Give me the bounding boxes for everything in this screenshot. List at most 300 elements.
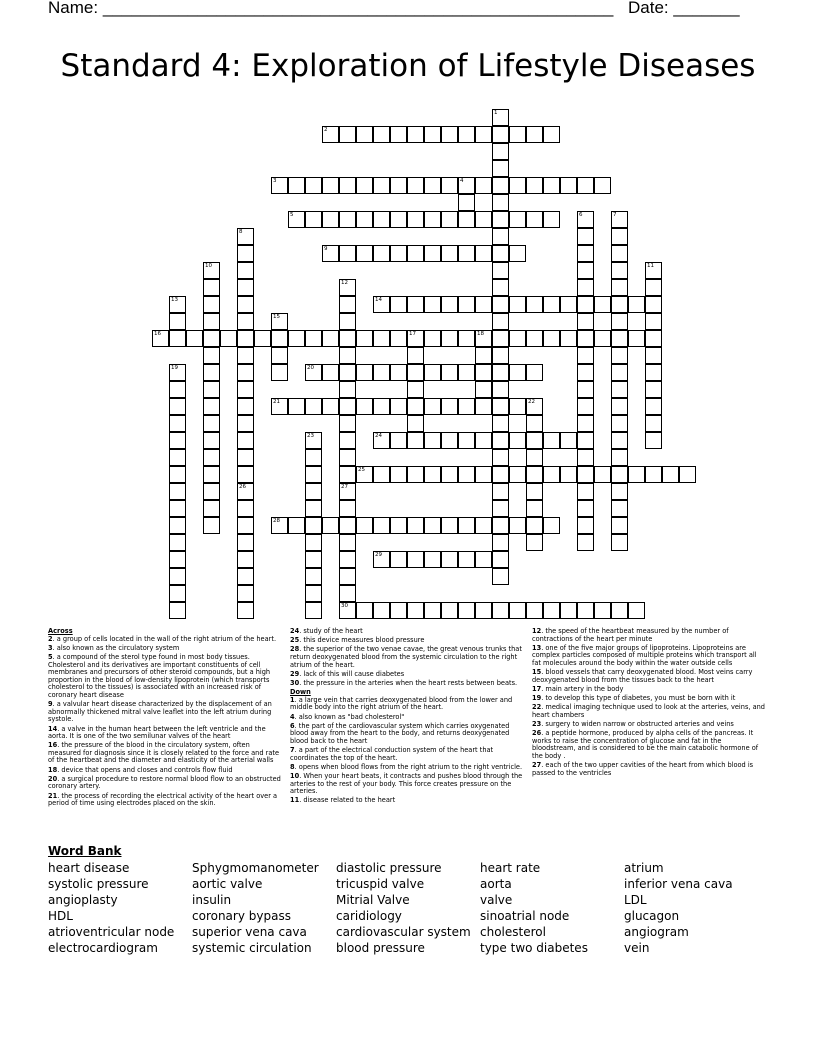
crossword-cell[interactable]: [645, 466, 662, 483]
crossword-cell[interactable]: [169, 466, 186, 483]
crossword-cell[interactable]: [475, 364, 492, 381]
crossword-cell[interactable]: [373, 364, 390, 381]
crossword-cell[interactable]: [424, 398, 441, 415]
crossword-cell[interactable]: [526, 466, 543, 483]
crossword-cell[interactable]: [577, 449, 594, 466]
crossword-cell[interactable]: [560, 432, 577, 449]
crossword-cell[interactable]: [628, 296, 645, 313]
crossword-cell[interactable]: [322, 211, 339, 228]
crossword-cell[interactable]: [594, 296, 611, 313]
crossword-cell[interactable]: [645, 364, 662, 381]
crossword-cell[interactable]: [373, 602, 390, 619]
crossword-cell[interactable]: [305, 177, 322, 194]
crossword-cell[interactable]: [305, 330, 322, 347]
crossword-cell[interactable]: [577, 483, 594, 500]
crossword-cell[interactable]: [441, 245, 458, 262]
crossword-cell[interactable]: [339, 177, 356, 194]
crossword-cell[interactable]: [577, 296, 594, 313]
crossword-cell[interactable]: [339, 211, 356, 228]
crossword-cell[interactable]: [203, 432, 220, 449]
crossword-cell[interactable]: [509, 602, 526, 619]
crossword-cell[interactable]: [458, 364, 475, 381]
crossword-cell[interactable]: [475, 381, 492, 398]
crossword-cell[interactable]: [492, 466, 509, 483]
crossword-cell[interactable]: [475, 551, 492, 568]
crossword-cell[interactable]: [407, 602, 424, 619]
crossword-cell[interactable]: [509, 398, 526, 415]
crossword-cell[interactable]: [458, 330, 475, 347]
crossword-cell[interactable]: [390, 177, 407, 194]
crossword-cell[interactable]: [611, 364, 628, 381]
crossword-cell[interactable]: [305, 568, 322, 585]
crossword-cell[interactable]: [543, 602, 560, 619]
crossword-cell[interactable]: [577, 228, 594, 245]
crossword-cell[interactable]: [305, 466, 322, 483]
crossword-cell[interactable]: [577, 364, 594, 381]
crossword-cell[interactable]: [305, 398, 322, 415]
crossword-cell[interactable]: [305, 602, 322, 619]
crossword-cell[interactable]: [492, 330, 509, 347]
crossword-cell[interactable]: [458, 126, 475, 143]
crossword-cell[interactable]: [577, 245, 594, 262]
crossword-cell[interactable]: [577, 517, 594, 534]
crossword-cell[interactable]: [169, 500, 186, 517]
crossword-cell[interactable]: [458, 211, 475, 228]
crossword-cell[interactable]: [492, 279, 509, 296]
crossword-cell[interactable]: [560, 466, 577, 483]
crossword-cell[interactable]: [390, 398, 407, 415]
crossword-cell[interactable]: [169, 415, 186, 432]
crossword-cell[interactable]: [390, 551, 407, 568]
crossword-cell[interactable]: [475, 398, 492, 415]
crossword-cell[interactable]: [611, 296, 628, 313]
crossword-cell[interactable]: [475, 602, 492, 619]
crossword-cell[interactable]: [373, 177, 390, 194]
crossword-cell[interactable]: [611, 398, 628, 415]
crossword-cell[interactable]: [407, 245, 424, 262]
crossword-cell[interactable]: [441, 466, 458, 483]
crossword-cell[interactable]: [390, 245, 407, 262]
crossword-cell[interactable]: [390, 126, 407, 143]
crossword-cell[interactable]: [339, 364, 356, 381]
crossword-cell[interactable]: [509, 432, 526, 449]
crossword-cell[interactable]: [203, 347, 220, 364]
crossword-cell[interactable]: [339, 585, 356, 602]
crossword-cell[interactable]: [169, 568, 186, 585]
crossword-cell[interactable]: [373, 211, 390, 228]
crossword-cell[interactable]: [407, 466, 424, 483]
crossword-cell[interactable]: [288, 398, 305, 415]
crossword-cell[interactable]: [169, 483, 186, 500]
crossword-cell[interactable]: [203, 330, 220, 347]
crossword-cell[interactable]: [407, 551, 424, 568]
crossword-cell[interactable]: [611, 347, 628, 364]
crossword-cell[interactable]: [543, 330, 560, 347]
crossword-cell[interactable]: [305, 449, 322, 466]
crossword-cell[interactable]: [475, 211, 492, 228]
crossword-cell[interactable]: [271, 347, 288, 364]
crossword-cell[interactable]: [509, 296, 526, 313]
crossword-cell[interactable]: [169, 517, 186, 534]
crossword-cell[interactable]: [492, 483, 509, 500]
crossword-cell[interactable]: [594, 466, 611, 483]
crossword-cell[interactable]: [492, 211, 509, 228]
crossword-cell[interactable]: [356, 364, 373, 381]
crossword-cell[interactable]: [203, 381, 220, 398]
crossword-cell[interactable]: [662, 466, 679, 483]
crossword-cell[interactable]: [543, 517, 560, 534]
crossword-cell[interactable]: [526, 126, 543, 143]
crossword-cell[interactable]: [475, 177, 492, 194]
crossword-cell[interactable]: [560, 296, 577, 313]
crossword-cell[interactable]: [458, 602, 475, 619]
crossword-cell[interactable]: [611, 415, 628, 432]
crossword-cell[interactable]: [526, 517, 543, 534]
crossword-cell[interactable]: [475, 466, 492, 483]
crossword-cell[interactable]: [611, 466, 628, 483]
crossword-cell[interactable]: [237, 500, 254, 517]
crossword-cell[interactable]: [509, 126, 526, 143]
crossword-cell[interactable]: [611, 279, 628, 296]
crossword-cell[interactable]: [492, 602, 509, 619]
crossword-cell[interactable]: [611, 381, 628, 398]
crossword-cell[interactable]: [509, 211, 526, 228]
crossword-cell[interactable]: [424, 177, 441, 194]
crossword-cell[interactable]: [543, 466, 560, 483]
crossword-cell[interactable]: [169, 551, 186, 568]
crossword-cell[interactable]: [577, 398, 594, 415]
crossword-cell[interactable]: [560, 330, 577, 347]
crossword-cell[interactable]: [305, 211, 322, 228]
crossword-cell[interactable]: [645, 398, 662, 415]
crossword-cell[interactable]: [492, 143, 509, 160]
crossword-cell[interactable]: [458, 194, 475, 211]
crossword-cell[interactable]: [169, 313, 186, 330]
crossword-cell[interactable]: [475, 126, 492, 143]
crossword-cell[interactable]: [526, 602, 543, 619]
crossword-cell[interactable]: [628, 466, 645, 483]
crossword-cell[interactable]: [203, 466, 220, 483]
crossword-cell[interactable]: [679, 466, 696, 483]
crossword-cell[interactable]: [526, 449, 543, 466]
crossword-cell[interactable]: [509, 330, 526, 347]
crossword-cell[interactable]: [407, 177, 424, 194]
crossword-cell[interactable]: [645, 347, 662, 364]
crossword-cell[interactable]: [441, 330, 458, 347]
crossword-cell[interactable]: [441, 364, 458, 381]
crossword-cell[interactable]: [492, 534, 509, 551]
crossword-cell[interactable]: [424, 432, 441, 449]
crossword-cell[interactable]: [339, 449, 356, 466]
crossword-cell[interactable]: [356, 602, 373, 619]
crossword-cell[interactable]: [203, 296, 220, 313]
crossword-cell[interactable]: [373, 245, 390, 262]
crossword-cell[interactable]: [526, 296, 543, 313]
crossword-cell[interactable]: [237, 279, 254, 296]
crossword-cell[interactable]: [560, 602, 577, 619]
crossword-cell[interactable]: [560, 177, 577, 194]
crossword-cell[interactable]: [577, 602, 594, 619]
crossword-cell[interactable]: [203, 483, 220, 500]
crossword-cell[interactable]: [322, 517, 339, 534]
crossword-cell[interactable]: [339, 568, 356, 585]
crossword-cell[interactable]: [356, 211, 373, 228]
crossword-cell[interactable]: [390, 432, 407, 449]
crossword-cell[interactable]: [373, 330, 390, 347]
crossword-cell[interactable]: [645, 330, 662, 347]
crossword-cell[interactable]: [645, 381, 662, 398]
crossword-cell[interactable]: [390, 296, 407, 313]
crossword-cell[interactable]: [407, 364, 424, 381]
crossword-cell[interactable]: [509, 517, 526, 534]
crossword-cell[interactable]: [356, 330, 373, 347]
crossword-cell[interactable]: [237, 398, 254, 415]
crossword-cell[interactable]: [203, 517, 220, 534]
crossword-cell[interactable]: [339, 347, 356, 364]
crossword-cell[interactable]: [492, 347, 509, 364]
crossword-cell[interactable]: [169, 432, 186, 449]
crossword-cell[interactable]: [424, 466, 441, 483]
crossword-cell[interactable]: [577, 500, 594, 517]
crossword-cell[interactable]: [492, 381, 509, 398]
crossword-cell[interactable]: [169, 381, 186, 398]
crossword-cell[interactable]: [237, 534, 254, 551]
crossword-cell[interactable]: [492, 364, 509, 381]
crossword-cell[interactable]: [526, 364, 543, 381]
crossword-cell[interactable]: [407, 398, 424, 415]
crossword-cell[interactable]: [237, 585, 254, 602]
crossword-cell[interactable]: [441, 211, 458, 228]
crossword-cell[interactable]: [492, 500, 509, 517]
crossword-cell[interactable]: [441, 296, 458, 313]
crossword-cell[interactable]: [356, 517, 373, 534]
crossword-cell[interactable]: [628, 602, 645, 619]
crossword-cell[interactable]: [356, 398, 373, 415]
crossword-cell[interactable]: [288, 517, 305, 534]
crossword-cell[interactable]: [577, 432, 594, 449]
crossword-cell[interactable]: [645, 432, 662, 449]
crossword-cell[interactable]: [458, 245, 475, 262]
crossword-cell[interactable]: [390, 211, 407, 228]
crossword-cell[interactable]: [594, 177, 611, 194]
crossword-cell[interactable]: [577, 347, 594, 364]
crossword-cell[interactable]: [339, 330, 356, 347]
crossword-cell[interactable]: [390, 364, 407, 381]
crossword-cell[interactable]: [305, 551, 322, 568]
crossword-cell[interactable]: [611, 245, 628, 262]
crossword-cell[interactable]: [577, 313, 594, 330]
crossword-cell[interactable]: [594, 330, 611, 347]
crossword-cell[interactable]: [356, 126, 373, 143]
crossword-cell[interactable]: [169, 534, 186, 551]
crossword-cell[interactable]: [543, 126, 560, 143]
crossword-cell[interactable]: [288, 177, 305, 194]
crossword-cell[interactable]: [492, 245, 509, 262]
crossword-cell[interactable]: [492, 228, 509, 245]
crossword-cell[interactable]: [526, 211, 543, 228]
crossword-cell[interactable]: [203, 364, 220, 381]
crossword-cell[interactable]: [186, 330, 203, 347]
crossword-cell[interactable]: [407, 296, 424, 313]
crossword-cell[interactable]: [237, 517, 254, 534]
crossword-cell[interactable]: [237, 568, 254, 585]
crossword-cell[interactable]: [458, 432, 475, 449]
crossword-cell[interactable]: [407, 415, 424, 432]
crossword-cell[interactable]: [373, 126, 390, 143]
crossword-cell[interactable]: [577, 177, 594, 194]
crossword-cell[interactable]: [356, 245, 373, 262]
crossword-cell[interactable]: [509, 245, 526, 262]
crossword-cell[interactable]: [611, 602, 628, 619]
crossword-cell[interactable]: [237, 602, 254, 619]
crossword-cell[interactable]: [237, 381, 254, 398]
crossword-cell[interactable]: [458, 398, 475, 415]
crossword-cell[interactable]: [543, 296, 560, 313]
crossword-cell[interactable]: [237, 415, 254, 432]
crossword-cell[interactable]: [203, 398, 220, 415]
crossword-cell[interactable]: [611, 534, 628, 551]
crossword-cell[interactable]: [220, 330, 237, 347]
crossword-cell[interactable]: [237, 551, 254, 568]
crossword-cell[interactable]: [407, 211, 424, 228]
crossword-cell[interactable]: [407, 126, 424, 143]
crossword-cell[interactable]: [577, 330, 594, 347]
crossword-cell[interactable]: [169, 330, 186, 347]
crossword-cell[interactable]: [390, 602, 407, 619]
crossword-cell[interactable]: [407, 347, 424, 364]
crossword-cell[interactable]: [169, 449, 186, 466]
crossword-cell[interactable]: [543, 432, 560, 449]
crossword-cell[interactable]: [237, 330, 254, 347]
crossword-cell[interactable]: [543, 211, 560, 228]
crossword-cell[interactable]: [305, 483, 322, 500]
crossword-cell[interactable]: [169, 602, 186, 619]
crossword-cell[interactable]: [492, 398, 509, 415]
crossword-cell[interactable]: [611, 432, 628, 449]
crossword-cell[interactable]: [237, 347, 254, 364]
crossword-cell[interactable]: [645, 313, 662, 330]
crossword-cell[interactable]: [492, 177, 509, 194]
crossword-cell[interactable]: [424, 517, 441, 534]
crossword-cell[interactable]: [339, 381, 356, 398]
crossword-cell[interactable]: [509, 177, 526, 194]
crossword-cell[interactable]: [424, 296, 441, 313]
crossword-cell[interactable]: [203, 313, 220, 330]
crossword-cell[interactable]: [373, 517, 390, 534]
crossword-cell[interactable]: [492, 449, 509, 466]
crossword-cell[interactable]: [237, 364, 254, 381]
crossword-cell[interactable]: [441, 432, 458, 449]
crossword-cell[interactable]: [611, 313, 628, 330]
crossword-cell[interactable]: [577, 262, 594, 279]
crossword-cell[interactable]: [305, 500, 322, 517]
crossword-cell[interactable]: [305, 534, 322, 551]
crossword-cell[interactable]: [475, 517, 492, 534]
crossword-cell[interactable]: [339, 398, 356, 415]
crossword-cell[interactable]: [509, 364, 526, 381]
crossword-cell[interactable]: [288, 330, 305, 347]
crossword-cell[interactable]: [271, 364, 288, 381]
crossword-cell[interactable]: [475, 245, 492, 262]
crossword-cell[interactable]: [475, 432, 492, 449]
crossword-cell[interactable]: [526, 534, 543, 551]
crossword-cell[interactable]: [526, 432, 543, 449]
crossword-cell[interactable]: [492, 415, 509, 432]
crossword-cell[interactable]: [254, 330, 271, 347]
crossword-cell[interactable]: [169, 398, 186, 415]
crossword-cell[interactable]: [441, 126, 458, 143]
crossword-cell[interactable]: [543, 177, 560, 194]
crossword-cell[interactable]: [237, 466, 254, 483]
crossword-cell[interactable]: [339, 534, 356, 551]
crossword-cell[interactable]: [237, 432, 254, 449]
crossword-cell[interactable]: [441, 398, 458, 415]
crossword-cell[interactable]: [424, 211, 441, 228]
crossword-cell[interactable]: [339, 432, 356, 449]
crossword-cell[interactable]: [645, 296, 662, 313]
crossword-cell[interactable]: [339, 415, 356, 432]
crossword-cell[interactable]: [424, 245, 441, 262]
crossword-cell[interactable]: [271, 330, 288, 347]
crossword-cell[interactable]: [509, 466, 526, 483]
crossword-cell[interactable]: [407, 517, 424, 534]
crossword-cell[interactable]: [203, 415, 220, 432]
crossword-cell[interactable]: [322, 177, 339, 194]
crossword-cell[interactable]: [577, 466, 594, 483]
crossword-cell[interactable]: [577, 381, 594, 398]
crossword-cell[interactable]: [577, 279, 594, 296]
crossword-cell[interactable]: [475, 296, 492, 313]
crossword-cell[interactable]: [611, 449, 628, 466]
crossword-cell[interactable]: [339, 517, 356, 534]
crossword-cell[interactable]: [526, 415, 543, 432]
crossword-cell[interactable]: [594, 602, 611, 619]
crossword-cell[interactable]: [390, 330, 407, 347]
crossword-cell[interactable]: [492, 126, 509, 143]
crossword-cell[interactable]: [424, 330, 441, 347]
crossword-cell[interactable]: [492, 262, 509, 279]
crossword-cell[interactable]: [458, 551, 475, 568]
crossword-cell[interactable]: [424, 126, 441, 143]
crossword-cell[interactable]: [322, 398, 339, 415]
crossword-cell[interactable]: [492, 296, 509, 313]
crossword-cell[interactable]: [492, 194, 509, 211]
crossword-cell[interactable]: [305, 517, 322, 534]
crossword-cell[interactable]: [169, 585, 186, 602]
crossword-cell[interactable]: [322, 364, 339, 381]
crossword-cell[interactable]: [203, 449, 220, 466]
crossword-cell[interactable]: [237, 245, 254, 262]
crossword-cell[interactable]: [322, 330, 339, 347]
crossword-cell[interactable]: [237, 262, 254, 279]
crossword-cell[interactable]: [407, 432, 424, 449]
crossword-cell[interactable]: [458, 466, 475, 483]
crossword-cell[interactable]: [339, 313, 356, 330]
crossword-cell[interactable]: [373, 398, 390, 415]
crossword-cell[interactable]: [458, 296, 475, 313]
crossword-cell[interactable]: [611, 517, 628, 534]
crossword-cell[interactable]: [492, 517, 509, 534]
crossword-cell[interactable]: [237, 313, 254, 330]
crossword-cell[interactable]: [611, 500, 628, 517]
crossword-cell[interactable]: [390, 517, 407, 534]
crossword-cell[interactable]: [611, 262, 628, 279]
crossword-cell[interactable]: [373, 466, 390, 483]
crossword-cell[interactable]: [492, 432, 509, 449]
crossword-cell[interactable]: [492, 568, 509, 585]
crossword-cell[interactable]: [526, 500, 543, 517]
crossword-cell[interactable]: [577, 415, 594, 432]
